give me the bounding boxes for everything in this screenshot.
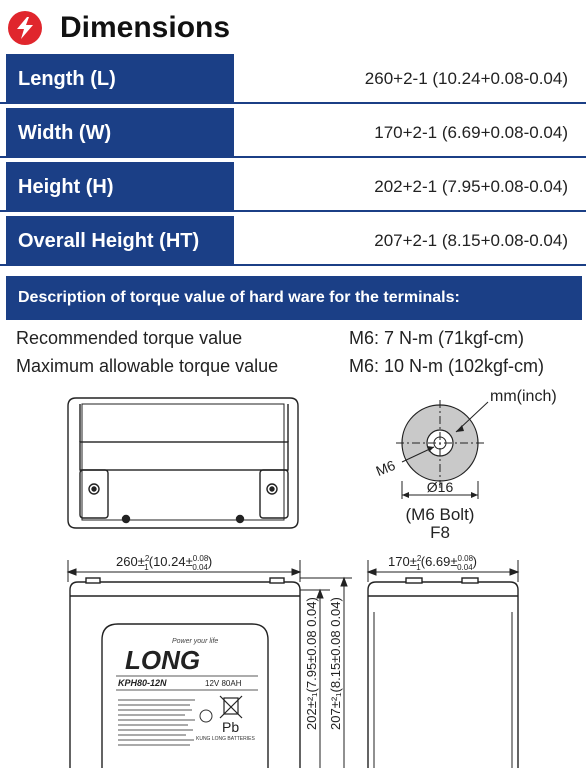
page-title: Dimensions [60, 11, 231, 44]
height-dimension-label: 202±²₁(7.95±0.08 0.04) [304, 597, 319, 730]
battery-slogan: Power your life [172, 638, 219, 645]
bolt-type-label: (M6 Bolt) [405, 505, 475, 524]
battery-drawing [0, 384, 586, 768]
unit-label: mm(inch) [490, 388, 557, 405]
dimension-value: 260+2-1 (10.24+0.08-0.04) [364, 69, 568, 88]
battery-model: KPH80-12N [118, 678, 167, 688]
dimension-row-height [0, 162, 586, 212]
bolt-diameter-label: Ø16 [426, 479, 454, 495]
dimension-label: Length (L) [6, 54, 234, 104]
lead-symbol: Pb [222, 719, 240, 735]
battery-maker: KUNG LONG BATTERIES [196, 736, 255, 742]
dimension-label: Width (W) [6, 108, 234, 158]
torque-value: M6: 7 N-m (71kgf-cm) [349, 328, 525, 348]
dimension-value: 170+2-1 (6.69+0.08-0.04) [374, 123, 568, 142]
dimension-row-width [0, 108, 586, 158]
torque-label: Recommended torque value [16, 328, 243, 348]
dimension-label: Height (H) [6, 162, 234, 212]
battery-label [116, 638, 258, 745]
battery-top-view [68, 398, 298, 528]
battery-side-view [368, 578, 518, 768]
crossed-bin-icon [220, 696, 242, 718]
dimension-row-overall-height [0, 216, 586, 266]
recycle-icon [200, 710, 212, 722]
terminal-code-label: F8 [430, 523, 450, 542]
torque-row-recommended [16, 328, 525, 349]
dimension-value: 202+2-1 (7.95+0.08-0.04) [374, 177, 568, 196]
torque-title: Description of torque value of hard ware for the terminals: [6, 276, 582, 320]
torque-value: M6: 10 N-m (102kgf-cm) [349, 356, 545, 376]
bolt-thread-label: M6 [373, 456, 398, 479]
header [8, 8, 230, 48]
battery-rating: 12V 80AH [205, 679, 242, 688]
width-dimension-label: 170±$^2$ 1(6.69±$^{0.08}$ 0.04) [388, 554, 477, 572]
overall-height-dimension-label: 207±²₁(8.15±0.08 0.04) [328, 597, 343, 730]
lightning-bolt-icon [8, 11, 42, 45]
battery-brand: LONG [125, 645, 201, 675]
dimension-value: 207+2-1 (8.15+0.08-0.04) [374, 231, 568, 250]
length-dimension-label: 260±$^2$ 1(10.24±$^{0.08}$ 0.04) [116, 554, 213, 572]
torque-row-maximum [16, 356, 545, 377]
torque-label: Maximum allowable torque value [16, 356, 279, 376]
dimension-row-length [0, 54, 586, 104]
dimension-label: Overall Height (HT) [6, 216, 234, 266]
